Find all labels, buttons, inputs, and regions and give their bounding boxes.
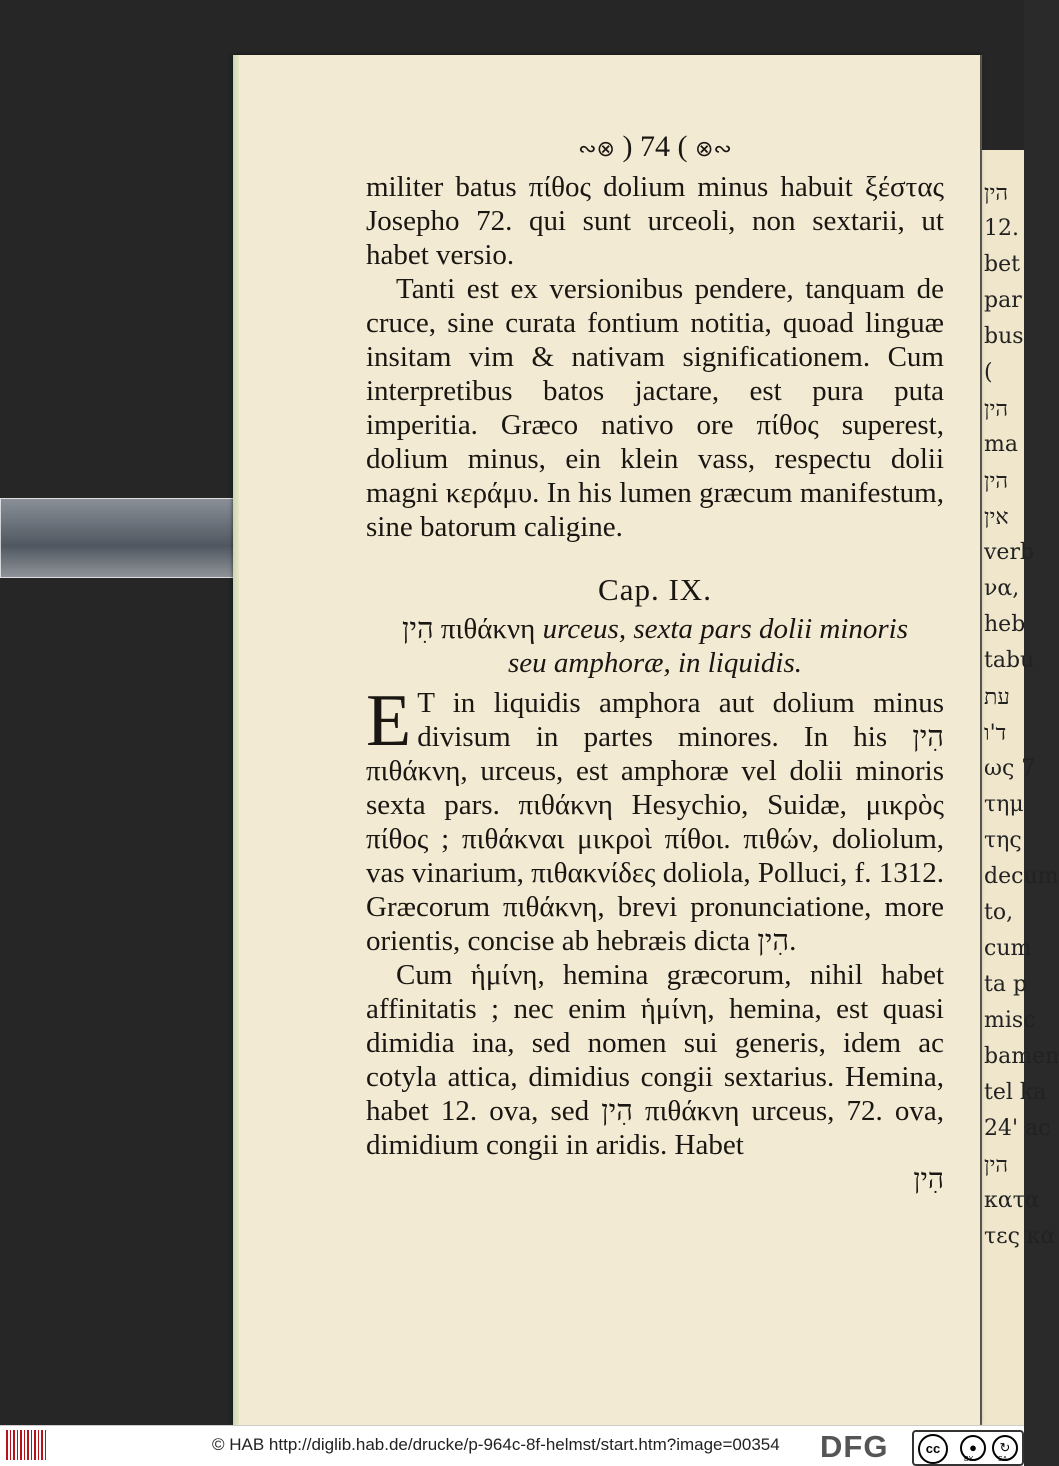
facing-page-fragment: הין [984, 397, 1009, 422]
facing-page-fragment: 24' ac [984, 1116, 1051, 1141]
chapter-title: Cap. IX. [598, 572, 712, 607]
paragraph-et-in-liquidis [366, 680, 944, 958]
chapter-subtitle [366, 612, 944, 646]
sa-label: SA [998, 1456, 1008, 1463]
facing-page-fragment: bamen [984, 1044, 1059, 1069]
facing-page-edge [980, 150, 1059, 1425]
dfg-logo: DFG [820, 1429, 889, 1464]
facing-page-fragment: tabu [984, 648, 1035, 673]
hab-logo-icon [6, 1430, 46, 1460]
facing-page-fragment: bet [984, 252, 1020, 277]
page-number: ) 74 ( [622, 130, 688, 163]
facing-page-fragment: ως 7 [984, 756, 1036, 781]
cc-license-badge[interactable] [912, 1430, 1024, 1466]
facing-page-fragment: τες κα [984, 1224, 1056, 1249]
facing-page-fragment: הין [984, 469, 1009, 494]
facing-page-fragment: ta p [984, 972, 1028, 997]
by-person-icon: ● [960, 1435, 986, 1461]
cc-icon: cc [918, 1434, 948, 1464]
facing-page-fragment: הין [984, 1153, 1009, 1178]
catchword: הִין [913, 1164, 944, 1195]
facing-page-fragment: misc [984, 1008, 1036, 1033]
ornament-right-icon: ⊗∾ [694, 136, 732, 162]
facing-page-fragment: decum [984, 864, 1059, 889]
subtitle-greek: πιθάκνη [440, 613, 536, 645]
subtitle-line2-text: seu amphoræ, in liquidis. [507, 647, 803, 679]
facing-page-fragment: κατα [984, 1188, 1040, 1213]
paragraph-cum-hemina: Cum ἡμίνη, hemina græcorum, nihil habet affinitatis ; nec enim ἡμίνη, hemina, est quasi dimidia ina, sed nomen sui generis, idem ac cotyla attica, dimidius congii sextarius. Hemina, habet 12. ova, sed הִין πιθάκνη urceus, 72. ova, dimidium congii in aridis. Habet [366, 959, 944, 1161]
facing-page-fragment: bus [984, 324, 1024, 349]
paragraph-tanti: Tanti est ex versionibus pendere, tanquam de cruce, sine curata fontium notitia, quoad linguæ insitam vim & nativam significationem. Cum interpretibus batos jactare, est pura puta imperitia. Græco nativo ore πίθος superest, dolium minus, ein klein vass, respectu dolii magni κεράμυ. In his lumen græcum manifestum, sine batorum caligine. [366, 273, 944, 543]
facing-page-fragment: par [984, 288, 1022, 313]
subtitle-latin: urceus, sexta pars dolii minoris [542, 613, 909, 645]
copyright-url[interactable]: © HAB http://diglib.hab.de/drucke/p-964c-8f-helmst/start.htm?image=00354 [212, 1435, 780, 1454]
facing-page-fragment: να, [984, 576, 1020, 601]
paragraph-et-text: T in liquidis amphora aut dolium minus divisum in partes minores. In his הִין πιθάκνη, urceus, est amphoræ vel dolii minoris sexta pars. πιθάκνη Hesychio, Suidæ, μικρὸς πίθος ; πιθάκναι μικροὶ πίθοι. πιθών, doliolum, vas vinarium, πιθακνίδες doliola, Polluci, f. 1312. Græcorum πιθάκνη, brevi pronunciatione, more orientis, concise ab hebræis dicta הִין. [366, 687, 944, 957]
page-text [366, 130, 944, 1196]
facing-page-fragment: verb [984, 540, 1035, 565]
facing-page-fragment: ד'ו [984, 721, 1007, 746]
running-header [366, 130, 944, 164]
page-edge [233, 55, 239, 1425]
by-label: BY [964, 1456, 974, 1463]
facing-page-fragment: עת [984, 685, 1010, 710]
paragraph-continuation: militer batus πίθος dolium minus habuit ξέστας Josepho 72. qui sunt urceoli, non sextarii, ut habet versio. [366, 171, 944, 271]
facing-page-fragment: tel ka [984, 1080, 1047, 1105]
facing-page-fragment: heb [984, 612, 1026, 637]
facing-page-fragment: της [984, 828, 1022, 853]
facing-page-fragment: ma [984, 432, 1018, 457]
facing-page-fragment: ( [984, 360, 993, 385]
facing-page-fragment: τημ [984, 792, 1024, 817]
ornament-left-icon: ∾⊗ [578, 136, 615, 162]
facing-page-fragment: הין [984, 181, 1009, 206]
viewer-footer [0, 1425, 1024, 1466]
drop-cap: E [366, 680, 412, 762]
chapter-subtitle-line2 [366, 646, 944, 680]
subtitle-hebrew: הִין [401, 613, 434, 645]
facing-page-fragment: אין [984, 505, 1009, 530]
facing-page-fragment: to, [984, 900, 1014, 925]
sa-share-icon: ↻ [992, 1435, 1018, 1461]
facing-page-fragment: 12. [984, 216, 1019, 241]
facing-page-fragment: cum [984, 936, 1032, 961]
